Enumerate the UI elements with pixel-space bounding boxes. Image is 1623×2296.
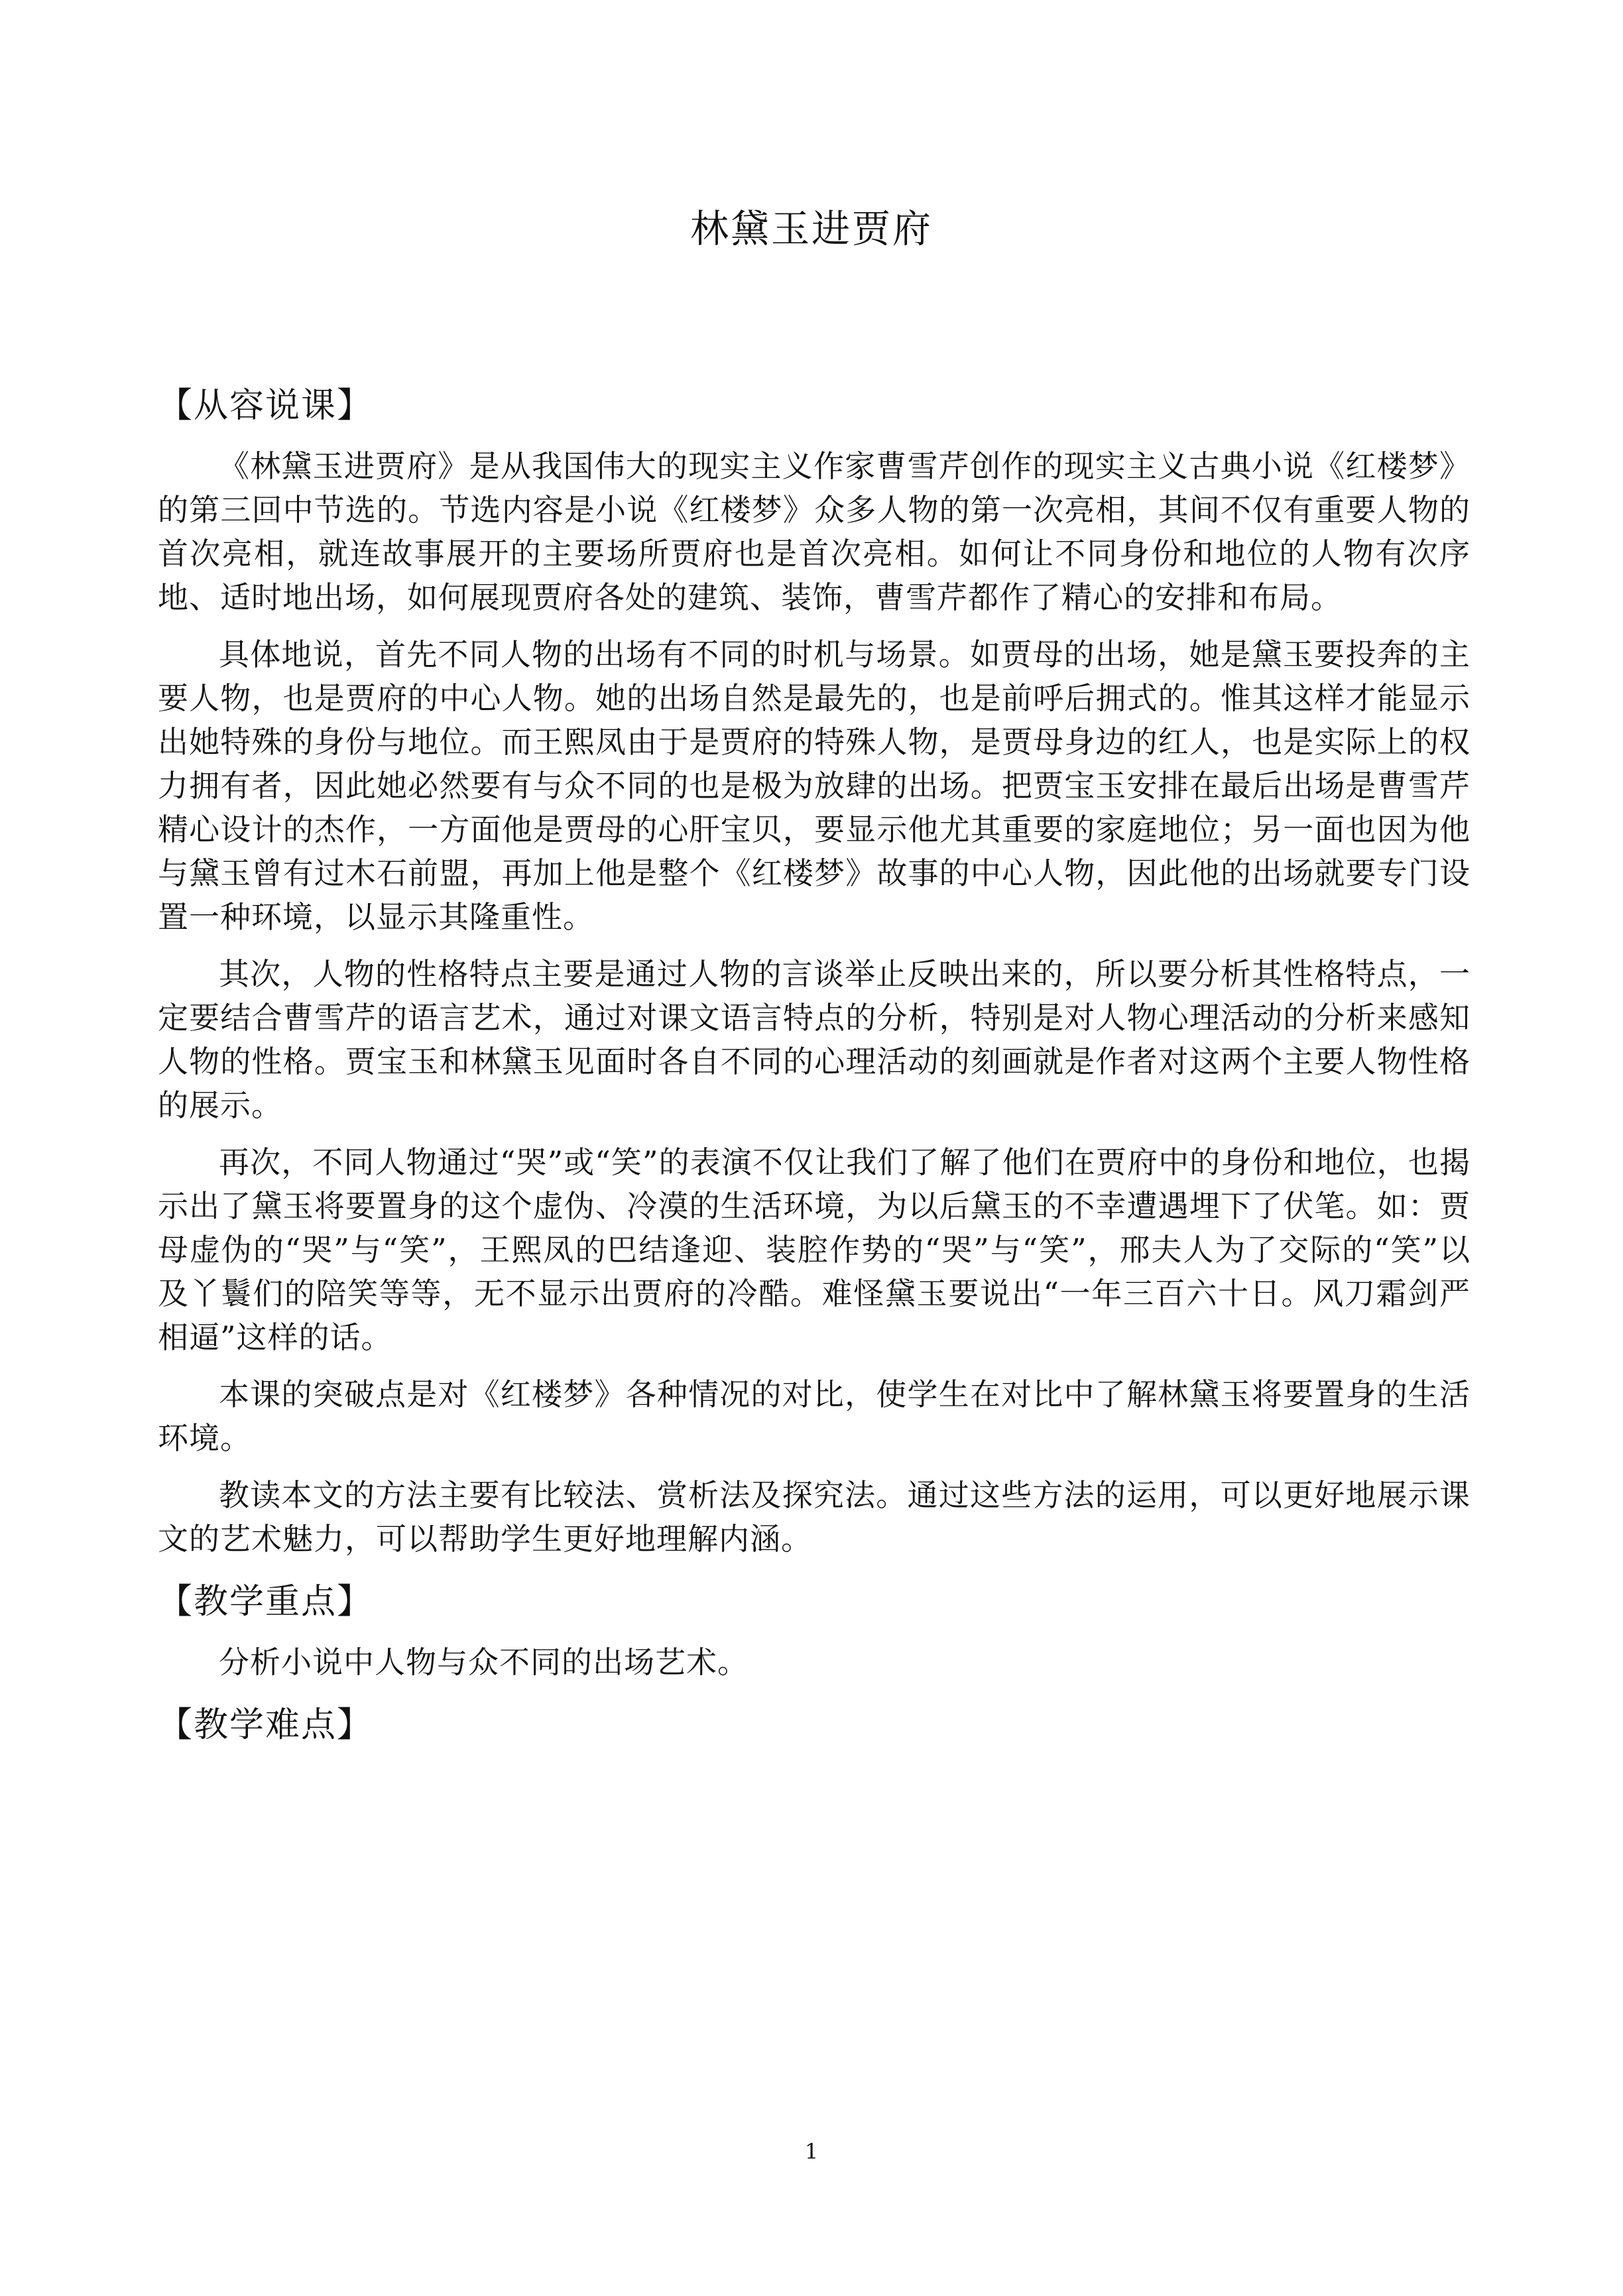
section-heading-zhongdian: 【教学重点】	[158, 1582, 373, 1622]
paragraph: 其次，人物的性格特点主要是通过人物的言谈举止反映出来的，所以要分析其性格特点，一定要结合曹雪芹的语言艺术，通过对课文语言特点的分析，特别是对人物心理活动的分析来感知人物的性格。贾宝玉和林黛玉见面时各自不同的心理活动的刻画就是作者对这两个主要人物性格的展示。	[158, 956, 1471, 1123]
paragraph: 分析小说中人物与众不同的出场艺术。	[219, 1644, 749, 1680]
paragraph: 再次，不同人物通过“哭”或“笑”的表演不仅让我们了解了他们在贾府中的身份和地位，也揭示出了黛玉将要置身的这个虚伪、冷漠的生活环境，为以后黛玉的不幸遭遇埋下了伏笔。如：贾母虚伪的“哭”与“笑”，王熙凤的巴结逢迎、装腔作势的“哭”与“笑”，邢夫人为了交际的“笑”以及丫鬟们的陪笑等等，无不显示出贾府的冷酷。难怪黛玉要说出“一年三百六十日。风刀霜剑严相逼”这样的话。	[158, 1144, 1471, 1355]
section-heading-shuoke: 【从容说课】	[158, 386, 373, 426]
paragraph: 教读本文的方法主要有比较法、赏析法及探究法。通过这些方法的运用，可以更好地展示课文的艺术魅力，可以帮助学生更好地理解内涵。	[158, 1477, 1471, 1557]
document-body	[158, 378, 1471, 1753]
paragraph: 具体地说，首先不同人物的出场有不同的时机与场景。如贾母的出场，她是黛玉要投奔的主要人物，也是贾府的中心人物。她的出场自然是最先的，也是前呼后拥式的。惟其这样才能显示出她特殊的身份与地位。而王熙凤由于是贾府的特殊人物，是贾母身边的红人，也是实际上的权力拥有者，因此她必然要有与众不同的也是极为放肆的出场。把贾宝玉安排在最后出场是曹雪芹精心设计的杰作，一方面他是贾母的心肝宝贝，要显示他尤其重要的家庭地位；另一面也因为他与黛玉曾有过木石前盟，再加上他是整个《红楼梦》故事的中心人物，因此他的出场就要专门设置一种环境，以显示其隆重性。	[158, 636, 1471, 935]
document-title: 林黛玉进贾府	[690, 206, 933, 251]
paragraph: 《林黛玉进贾府》是从我国伟大的现实主义作家曹雪芹创作的现实主义古典小说《红楼梦》的第三回中节选的。节选内容是小说《红楼梦》众多人物的第一次亮相，其间不仅有重要人物的首次亮相，就连故事展开的主要场所贾府也是首次亮相。如何让不同身份和地位的人物有次序地、适时地出场，如何展现贾府各处的建筑、装饰，曹雪芹都作了精心的安排和布局。	[158, 448, 1471, 615]
section-heading-nandian: 【教学难点】	[158, 1705, 373, 1745]
page-number: 1	[804, 2139, 819, 2164]
paragraph: 本课的突破点是对《红楼梦》各种情况的对比，使学生在对比中了解林黛玉将要置身的生活环境。	[158, 1376, 1471, 1456]
